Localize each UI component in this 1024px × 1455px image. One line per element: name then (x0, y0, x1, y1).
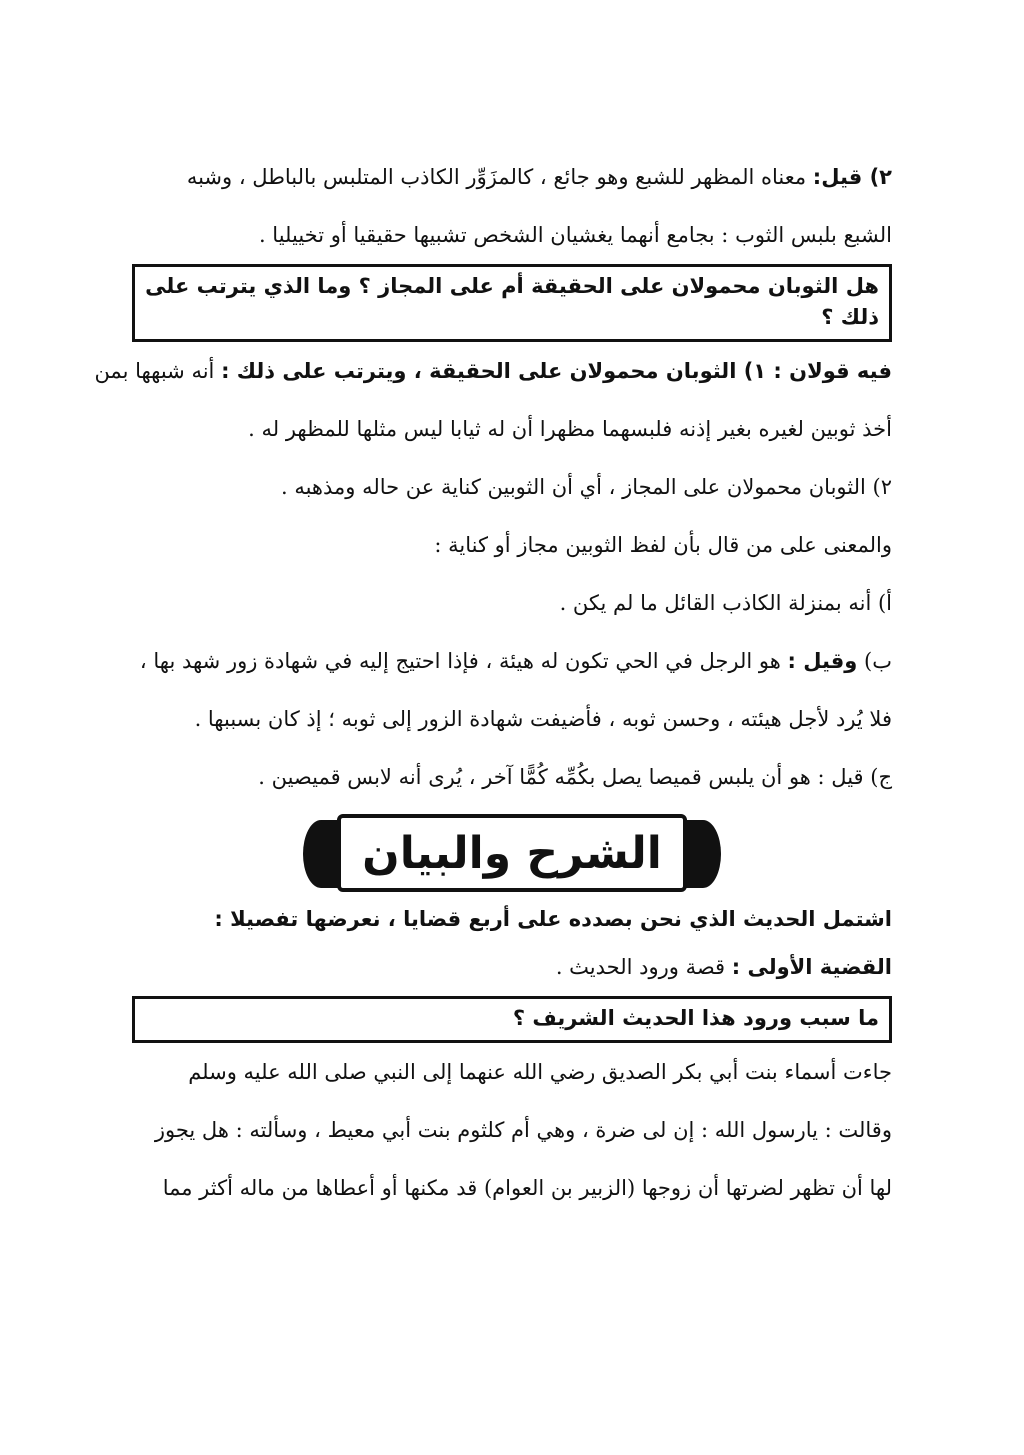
paragraph-line: ج) قيل : هو أن يلبس قميصا يصل بكُمِّه كُمًّا آخر ، يُرى أنه لابس قميصين . (258, 765, 892, 789)
paragraph-line: والمعنى على من قال بأن لفظ الثوبين مجاز أو كناية : (434, 533, 892, 557)
banner-plate (337, 814, 687, 892)
section-banner-wrap (132, 814, 892, 900)
list-marker: ب) (857, 649, 892, 673)
paragraph-line: اشتمل الحديث الذي نحن بصدده على أربع قضايا ، نعرضها تفصيلا : (214, 907, 892, 931)
label-waqila: وقيل : (787, 649, 858, 673)
question-line: هل الثوبان محمولان على الحقيقة أم على المجاز ؟ وما الذي يترتب على (145, 274, 879, 298)
paragraph-line: أخذ ثوبين لغيره بغير إذنه فلبسهما مظهرا أن له ثيابا ليس مثلها للمظهر له . (248, 417, 892, 441)
paragraph-line: الشبع بلبس الثوب : بجامع أنهما يغشيان الشخص تشبيها حقيقيا أو تخييليا . (258, 223, 892, 247)
question-box (132, 264, 892, 342)
paragraph-line (132, 952, 892, 982)
label-qila: ٢) قيل: (812, 165, 892, 189)
paragraph-line: وقالت : يارسول الله : إن لى ضرة ، وهي أم كلثوم بنت أبي معيط ، وسألته : هل يجوز (154, 1118, 892, 1142)
section-banner (303, 814, 721, 900)
paragraph-line: لها أن تظهر لضرتها أن زوجها (الزبير بن العوام) قد مكنها أو أعطاها من ماله أكثر مما (162, 1176, 892, 1200)
paragraph-line: فلا يُرد لأجل هيئته ، وحسن ثوبه ، فأضيفت شهادة الزور إلى ثوبه ؛ إذ كان بسببها . (194, 707, 892, 731)
paragraph-line: جاءت أسماء بنت أبي بكر الصديق رضي الله عنهما إلى النبي صلى الله عليه وسلم (188, 1060, 892, 1084)
banner-title: الشرح والبيان (362, 827, 662, 879)
label-first-issue: القضية الأولى : (731, 955, 892, 979)
question-line: ما سبب ورود هذا الحديث الشريف ؟ (512, 1006, 879, 1030)
question-line: ذلك ؟ (821, 305, 879, 329)
question-box (132, 996, 892, 1043)
paragraph-line (132, 162, 892, 192)
page-content (94, 162, 892, 1203)
paragraph-text: قصة ورود الحديث . (555, 955, 732, 979)
paragraph-line: أ) أنه بمنزلة الكاذب القائل ما لم يكن . (559, 591, 892, 615)
label-two-opinions: فيه قولان : ١) الثوبان محمولان على الحقيقة ، ويترتب على ذلك : (221, 359, 892, 383)
paragraph-line (132, 646, 892, 676)
paragraph-text: أنه شبهها بمن (94, 359, 222, 383)
paragraph-line: ٢) الثوبان محمولان على المجاز ، أي أن الثوبين كناية عن حاله ومذهبه . (280, 475, 892, 499)
paragraph-text: معناه المظهر للشبع وهو جائع ، كالمزَوِّر الكاذب المتلبس بالباطل ، وشبه (186, 165, 813, 189)
paragraph-line (94, 356, 892, 386)
paragraph-text: هو الرجل في الحي تكون له هيئة ، فإذا احتيج إليه في شهادة زور شهد بها ، (139, 649, 788, 673)
